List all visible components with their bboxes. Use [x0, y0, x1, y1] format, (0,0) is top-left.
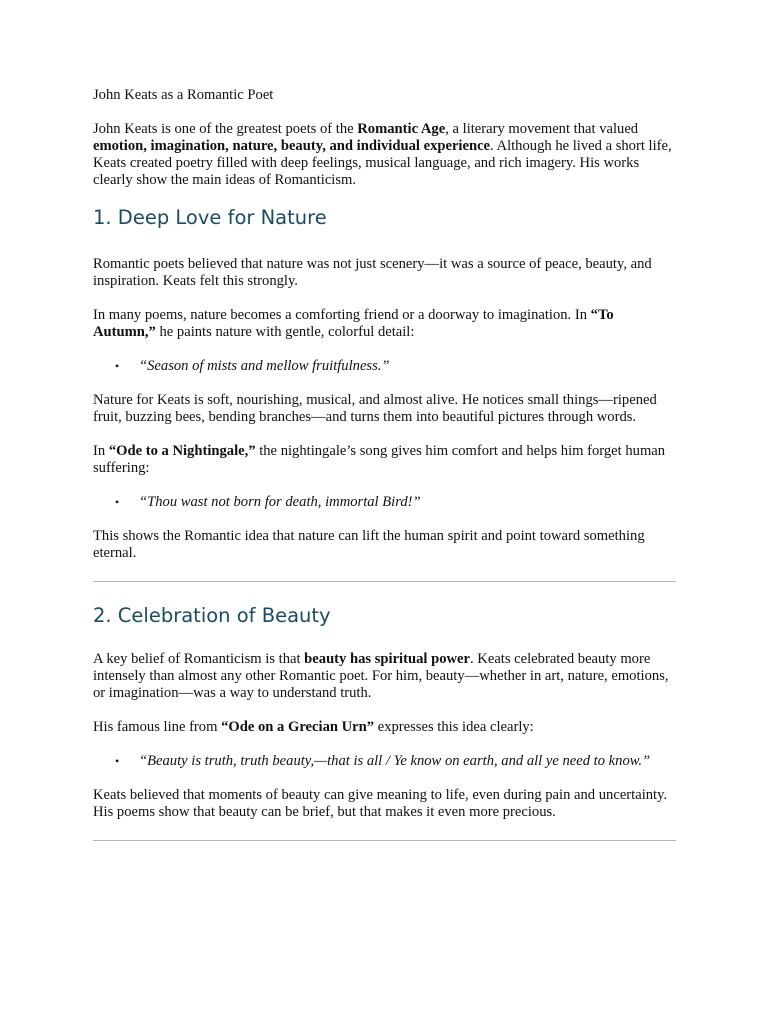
nature-paragraph-4: [93, 443, 676, 477]
beauty-paragraph-1: [93, 651, 676, 702]
bullet-icon: •: [115, 359, 120, 373]
beauty-p2-bold: “Ode on a Grecian Urn”: [221, 719, 375, 735]
nature-paragraph-5: This shows the Romantic idea that nature can lift the human spirit and point toward something eternal.: [93, 528, 645, 561]
bullet-icon: •: [115, 495, 120, 509]
section-heading-nature: 1. Deep Love for Nature: [93, 206, 327, 229]
nature-p2-bold: “To Autumn,”: [93, 307, 614, 340]
bullet-icon: •: [115, 754, 120, 768]
document-title: John Keats as a Romantic Poet: [93, 87, 274, 103]
intro-text-3: . Although he lived a short life, Keats created poetry filled with deep feelings, musical language, and rich imagery. His works clearly show the main ideas of Romanticism.: [93, 138, 672, 188]
nature-quote-list-1: [93, 358, 676, 375]
nature-p4-bold: “Ode to a Nightingale,”: [108, 443, 256, 459]
beauty-paragraph-2: [93, 719, 676, 736]
intro-text-2: , a literary movement that valued: [445, 121, 639, 137]
intro-bold-2: emotion, imagination, nature, beauty, and individual experience: [93, 138, 491, 154]
section-divider: [93, 840, 676, 841]
nature-p2-text-2: he paints nature with gentle, colorful detail:: [155, 324, 415, 340]
nature-paragraph-2: [93, 307, 676, 341]
nature-quote-list-2: [93, 494, 676, 511]
beauty-p2-text-2: expresses this idea clearly:: [374, 719, 534, 735]
nature-p4-text-1: In: [93, 443, 109, 459]
section-heading-beauty: 2. Celebration of Beauty: [93, 604, 331, 627]
beauty-paragraph-3: Keats believed that moments of beauty can give meaning to life, even during pain and uncertainty. His poems show that beauty can be brief, but that makes it even more precious.: [93, 787, 668, 820]
beauty-quote-list: [93, 753, 676, 770]
beauty-p1-bold: beauty has spiritual power: [304, 651, 470, 667]
intro-text-1: John Keats is one of the greatest poets of the: [93, 121, 358, 137]
intro-bold-1: Romantic Age: [357, 121, 446, 137]
beauty-p1-text-2: . Keats celebrated beauty more intensely than almost any other Romantic poet. For him, beauty—whether in art, nature, emotions, or imagination—was a way to understand truth.: [93, 651, 669, 701]
beauty-p1-text-1: A key belief of Romanticism is that: [93, 651, 305, 667]
quote-text: “Thou wast not born for death, immortal Bird!”: [139, 494, 421, 510]
nature-paragraph-1: Romantic poets believed that nature was not just scenery—it was a source of peace, beauty, and inspiration. Keats felt this strongly.: [93, 256, 652, 289]
section-divider: [93, 581, 676, 582]
nature-p2-text-1: In many poems, nature becomes a comforting friend or a doorway to imagination. In: [93, 307, 591, 323]
document-page: [93, 87, 676, 841]
beauty-p2-text-1: His famous line from: [93, 719, 222, 735]
list-item: [93, 494, 676, 511]
quote-text: “Beauty is truth, truth beauty,—that is all / Ye know on earth, and all ye need to know.”: [139, 753, 651, 769]
list-item: [93, 753, 676, 770]
intro-paragraph: [93, 121, 676, 189]
nature-paragraph-3: Nature for Keats is soft, nourishing, musical, and almost alive. He notices small things—ripened fruit, buzzing bees, bending branches—and turns them into beautiful pictures through words.: [93, 392, 657, 425]
quote-text: “Season of mists and mellow fruitfulness.”: [139, 358, 390, 374]
list-item: [93, 358, 676, 375]
nature-p4-text-2: the nightingale’s song gives him comfort and helps him forget human suffering:: [93, 443, 666, 476]
